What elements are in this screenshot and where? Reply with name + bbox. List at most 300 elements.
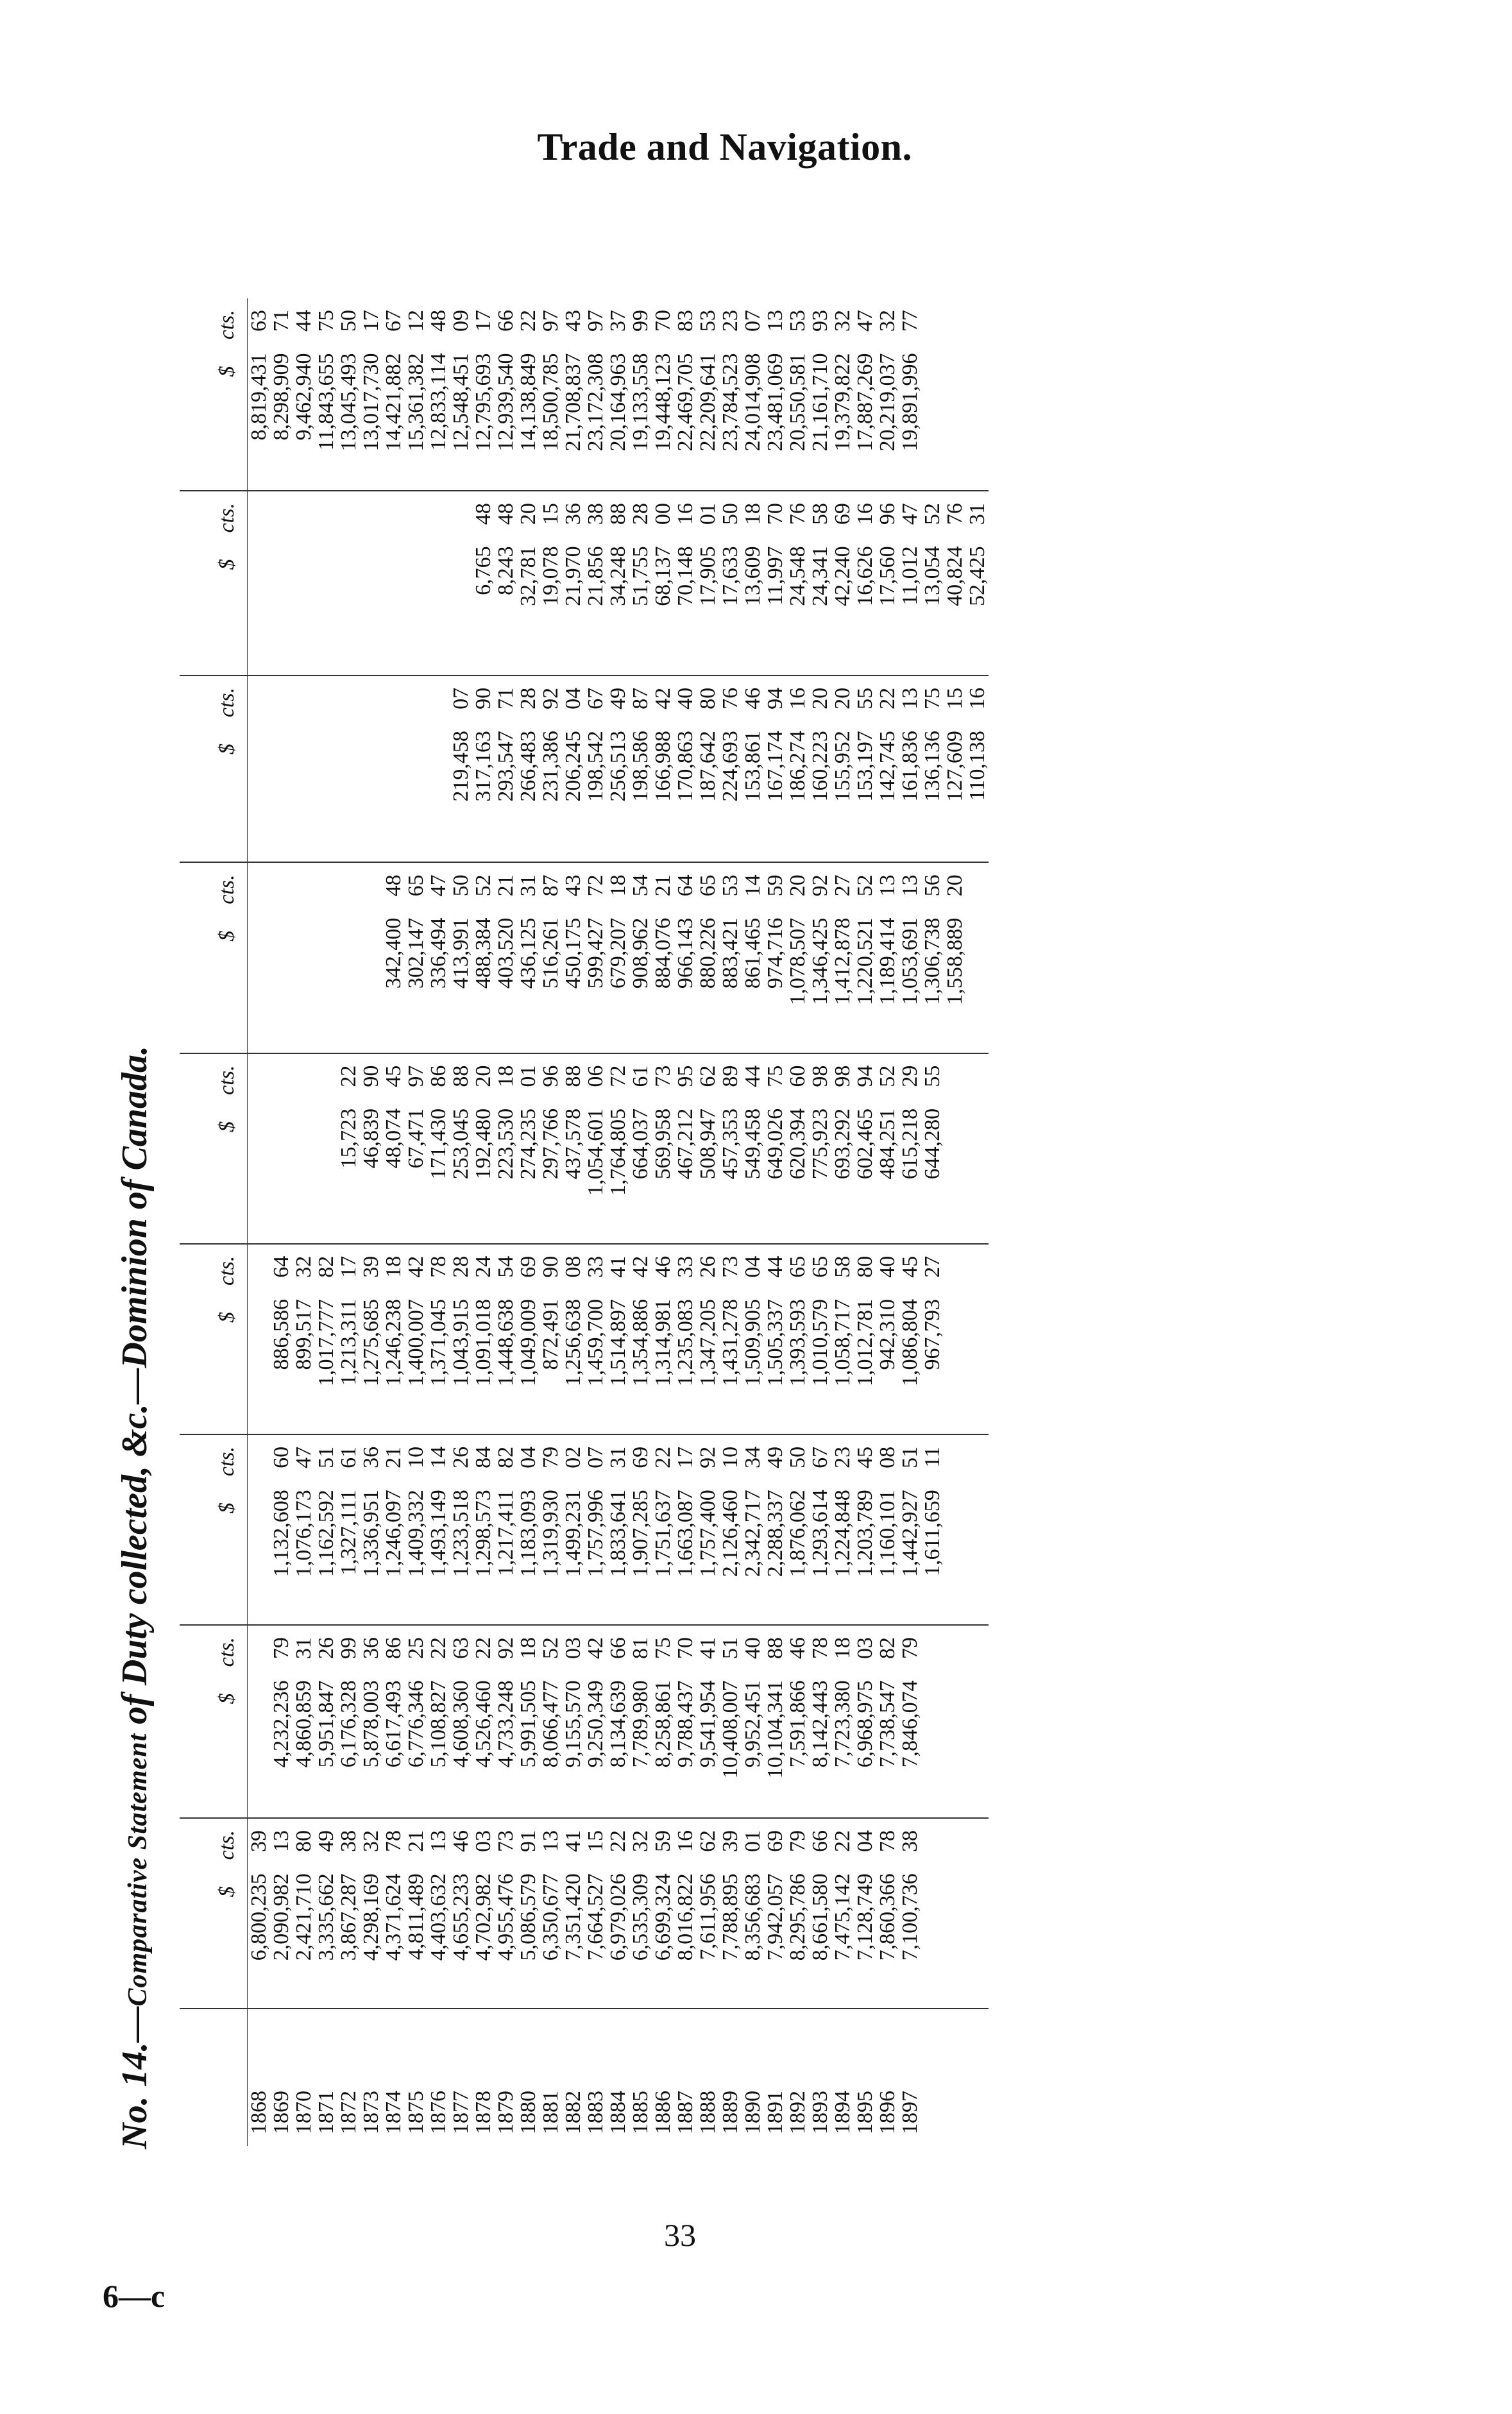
table-row <box>629 298 652 2146</box>
dollars-cell: 67,471 <box>405 1109 427 1244</box>
dollars-cell: 19,448,123 <box>652 353 674 491</box>
cents-cell <box>315 491 337 546</box>
dollars-cell: 599,427 <box>584 918 607 1053</box>
cents-cell: 78 <box>808 1637 832 1660</box>
table-row <box>607 298 629 2146</box>
cents-cell: 48 <box>427 310 450 332</box>
cents-cell: 62 <box>696 1065 720 1087</box>
dollars-cell: 693,292 <box>831 1109 854 1244</box>
dollars-cell: 9,462,940 <box>293 353 315 491</box>
cents-cell: 18 <box>516 1637 540 1660</box>
dollars-cell: 274,235 <box>517 1109 539 1244</box>
dollars-cell: 166,988 <box>652 731 674 862</box>
dollars-cell: 7,128,749 <box>854 1873 876 2009</box>
cents-cell: 50 <box>786 1446 810 1468</box>
cents-cell <box>337 491 360 546</box>
cents-cell: 51 <box>314 1446 338 1468</box>
cents-cell: 45 <box>853 1446 877 1468</box>
cents-cell: 21 <box>651 874 675 897</box>
dollars-cell: 1,751,637 <box>652 1490 674 1625</box>
cents-cell <box>293 862 315 917</box>
table-row <box>427 298 450 2146</box>
cents-cell: 52 <box>921 503 944 525</box>
cents-cell <box>966 862 989 917</box>
section-code: 6—c <box>103 2278 166 2314</box>
table-row <box>831 298 854 2146</box>
cents-cell <box>337 862 360 917</box>
cents-cell: 96 <box>539 1065 563 1087</box>
page-header-title: Trade and Navigation. <box>537 126 912 168</box>
cents-cell: 17 <box>359 310 383 332</box>
cents-cell: 04 <box>853 1830 877 1853</box>
cents-cell: 86 <box>427 1065 450 1087</box>
dollars-cell: 899,517 <box>293 1299 315 1434</box>
cents-cell: 59 <box>763 874 787 897</box>
cents-cell <box>293 491 315 546</box>
cents-cell: 22 <box>651 1446 675 1468</box>
dollars-cell: 68,137 <box>652 546 674 675</box>
dollars-cell: 4,403,632 <box>427 1873 450 2009</box>
dollars-cell: 1,412,878 <box>831 918 854 1053</box>
cents-cell: 11 <box>921 1446 944 1468</box>
dollars-cell <box>944 1490 966 1625</box>
dollars-cell: 4,860,859 <box>293 1680 315 1818</box>
cents-cell: 60 <box>269 1446 293 1468</box>
cents-cell: 20 <box>786 874 810 897</box>
cents-cell: 58 <box>808 503 832 525</box>
cents-cell: 39 <box>718 1830 742 1853</box>
cents-cell: 79 <box>898 1637 922 1660</box>
dollars-cell: 6,699,324 <box>652 1873 674 2009</box>
dollars-cell: 1,514,897 <box>607 1299 629 1434</box>
dollars-cell <box>966 1680 989 1818</box>
dollars-cell: 13,054 <box>921 546 944 675</box>
cents-cell: 17 <box>337 1255 361 1278</box>
dollars-cell: 40,824 <box>944 546 966 675</box>
cents-cell: 63 <box>449 1637 473 1660</box>
cents-cell: 53 <box>786 310 810 332</box>
cents-cell: 27 <box>921 1255 944 1278</box>
dollars-cell: 620,394 <box>786 1109 809 1244</box>
year-cell: 1871 <box>314 2091 338 2134</box>
cents-cell: 87 <box>629 687 652 710</box>
dollars-cell: 21,708,837 <box>562 353 584 491</box>
cents-cell: 65 <box>808 1255 832 1278</box>
dollars-cell: 15,361,382 <box>405 353 427 491</box>
cents-cell: 55 <box>853 687 877 710</box>
dollars-cell: 602,465 <box>854 1109 876 1244</box>
dollars-cell: 1,757,996 <box>584 1490 607 1625</box>
cents-cell: 18 <box>382 1255 405 1278</box>
dollars-cell: 297,766 <box>539 1109 562 1244</box>
cents-cell: 10 <box>404 1446 428 1468</box>
dollars-cell: 1,459,700 <box>584 1299 607 1434</box>
cents-cell: 88 <box>449 1065 473 1087</box>
table-row <box>517 298 539 2146</box>
cents-cell <box>921 1818 944 1873</box>
cents-cell: 52 <box>876 1065 899 1087</box>
dollars-cell: 1,314,981 <box>652 1299 674 1434</box>
dollars-cell: 615,218 <box>899 1109 921 1244</box>
dollars-cell: 12,833,114 <box>427 353 450 491</box>
table-row <box>786 298 809 2146</box>
dollars-cell <box>293 546 315 675</box>
cents-cell <box>270 491 293 546</box>
dollars-cell: 967,793 <box>921 1299 944 1434</box>
dollars-cell: 1,505,337 <box>764 1299 786 1434</box>
cents-cell: 46 <box>741 687 765 710</box>
table-row <box>742 298 764 2146</box>
cents-cell: 17 <box>674 1446 697 1468</box>
cents-cell: 82 <box>314 1255 338 1278</box>
cents-cell: 87 <box>539 874 563 897</box>
dollars-cell: 488,384 <box>472 918 495 1053</box>
cents-cell: 69 <box>763 1830 787 1853</box>
dollars-cell: 2,288,337 <box>764 1490 786 1625</box>
dollars-cell: 317,163 <box>472 731 495 862</box>
cents-cell: 27 <box>831 874 854 897</box>
cents-cell: 62 <box>696 1830 720 1853</box>
dollars-cell <box>337 731 360 862</box>
cents-cell: 98 <box>831 1065 854 1087</box>
dollars-cell: 4,955,476 <box>495 1873 517 2009</box>
dollars-cell: 219,458 <box>450 731 472 862</box>
year-cell: 1881 <box>539 2091 563 2134</box>
dollar-unit-header: $ <box>180 546 248 675</box>
cents-unit-header: cts. <box>180 1244 248 1299</box>
dollars-cell <box>382 731 405 862</box>
dollars-cell: 32,781 <box>517 546 539 675</box>
dollars-cell: 7,942,057 <box>764 1873 786 2009</box>
cents-cell: 28 <box>516 687 540 710</box>
cents-cell: 18 <box>741 503 765 525</box>
cents-cell: 76 <box>718 687 742 710</box>
cents-cell: 34 <box>741 1446 765 1468</box>
cents-cell: 47 <box>898 503 922 525</box>
cents-cell <box>944 1053 966 1109</box>
cents-cell: 75 <box>314 310 338 332</box>
cents-unit-header: cts. <box>180 1053 248 1109</box>
dollars-cell: 1,876,062 <box>786 1490 809 1625</box>
cents-cell: 92 <box>696 1446 720 1468</box>
cents-unit-header: cts. <box>180 1625 248 1680</box>
cents-cell: 08 <box>561 1255 585 1278</box>
dollars-cell <box>405 546 427 675</box>
cents-cell <box>921 298 944 353</box>
cents-cell: 15 <box>539 503 563 525</box>
cents-cell: 44 <box>741 1065 765 1087</box>
cents-cell: 04 <box>741 1255 765 1278</box>
table-row <box>472 298 495 2146</box>
cents-cell: 91 <box>516 1830 540 1853</box>
cents-cell: 26 <box>449 1446 473 1468</box>
dollars-cell: 2,342,717 <box>742 1490 764 1625</box>
cents-cell: 79 <box>269 1637 293 1660</box>
cents-cell: 80 <box>292 1830 316 1853</box>
table-row <box>674 298 697 2146</box>
cents-cell: 95 <box>674 1065 697 1087</box>
cents-cell: 38 <box>337 1830 361 1853</box>
dollars-cell: 1,217,411 <box>495 1490 517 1625</box>
dollars-cell: 4,733,248 <box>495 1680 517 1818</box>
cents-cell: 44 <box>763 1255 787 1278</box>
dollars-cell: 1,043,915 <box>450 1299 472 1434</box>
table-row <box>495 298 517 2146</box>
dollars-cell <box>921 1680 944 1818</box>
dollars-cell: 161,836 <box>899 731 921 862</box>
cents-cell: 13 <box>427 1830 450 1853</box>
dollar-unit-header: $ <box>180 1680 248 1818</box>
dollars-cell: 3,867,287 <box>337 1873 360 2009</box>
cents-cell <box>944 1818 966 1873</box>
dollars-cell: 1,246,097 <box>382 1490 405 1625</box>
dollars-cell: 1,053,691 <box>899 918 921 1053</box>
cents-cell <box>360 862 382 917</box>
dollars-cell <box>315 1109 337 1244</box>
table-row <box>652 298 674 2146</box>
dollars-cell: 974,716 <box>764 918 786 1053</box>
cents-cell: 15 <box>584 1830 607 1853</box>
dollars-cell: 23,481,069 <box>764 353 786 491</box>
dollars-cell <box>966 353 989 491</box>
dollars-cell: 11,843,655 <box>315 353 337 491</box>
dollars-cell: 1,162,592 <box>315 1490 337 1625</box>
dollars-cell: 1,371,045 <box>427 1299 450 1434</box>
cents-cell <box>966 1244 989 1299</box>
dollars-cell <box>248 1299 271 1434</box>
cents-cell <box>248 491 271 546</box>
cents-cell: 51 <box>718 1637 742 1660</box>
cents-cell: 22 <box>427 1637 450 1660</box>
dollars-cell <box>248 1109 271 1244</box>
cents-cell: 92 <box>808 874 832 897</box>
cents-cell: 13 <box>269 1830 293 1853</box>
dollars-cell: 224,693 <box>719 731 742 862</box>
year-header <box>180 2009 248 2146</box>
dollars-cell: 8,819,431 <box>248 353 271 491</box>
dollars-cell: 6,617,493 <box>382 1680 405 1818</box>
year-cell: 1877 <box>449 2091 473 2134</box>
dollars-cell: 9,155,570 <box>562 1680 584 1818</box>
cents-cell: 78 <box>427 1255 450 1278</box>
dollars-cell: 18,500,785 <box>539 353 562 491</box>
cents-cell <box>966 1434 989 1490</box>
cents-cell <box>944 1244 966 1299</box>
cents-cell <box>944 298 966 353</box>
dollars-cell: 6,176,328 <box>337 1680 360 1818</box>
dollars-cell: 1,293,614 <box>809 1490 831 1625</box>
dollars-cell: 16,626 <box>854 546 876 675</box>
dollars-cell: 19,891,996 <box>899 353 921 491</box>
cents-cell: 41 <box>696 1637 720 1660</box>
dollars-cell: 253,045 <box>450 1109 472 1244</box>
year-cell: 1884 <box>606 2091 630 2134</box>
dollars-cell: 1,233,518 <box>450 1490 472 1625</box>
cents-cell: 02 <box>561 1446 585 1468</box>
dollars-cell: 22,209,641 <box>697 353 719 491</box>
cents-cell: 22 <box>516 310 540 332</box>
cents-cell: 70 <box>651 310 675 332</box>
dollars-cell: 883,421 <box>719 918 742 1053</box>
cents-cell: 98 <box>808 1065 832 1087</box>
dollars-cell: 2,421,710 <box>293 1873 315 2009</box>
cents-cell: 92 <box>494 1637 518 1660</box>
dollars-cell: 170,863 <box>674 731 697 862</box>
dollars-cell: 1,256,638 <box>562 1299 584 1434</box>
dollars-cell: 516,261 <box>539 918 562 1053</box>
year-cell: 1889 <box>718 2091 742 2134</box>
year-cell: 1885 <box>629 2091 652 2134</box>
dollars-cell: 2,126,460 <box>719 1490 742 1625</box>
dollars-cell: 1,058,717 <box>831 1299 854 1434</box>
cents-unit-header: cts. <box>180 676 248 731</box>
dollars-cell: 664,037 <box>629 1109 652 1244</box>
cents-cell: 03 <box>853 1637 877 1660</box>
dollars-cell <box>944 1680 966 1818</box>
cents-unit-header: cts. <box>180 491 248 546</box>
cents-cell: 38 <box>898 1830 922 1853</box>
cents-cell: 46 <box>651 1255 675 1278</box>
table-row <box>854 298 876 2146</box>
year-cell: 1883 <box>584 2091 607 2134</box>
cents-cell <box>293 1053 315 1109</box>
cents-cell <box>405 676 427 731</box>
cents-cell: 66 <box>494 310 518 332</box>
dollars-cell: 70,148 <box>674 546 697 675</box>
cents-cell <box>270 862 293 917</box>
cents-cell: 88 <box>561 1065 585 1087</box>
cents-cell: 69 <box>831 503 854 525</box>
year-cell: 1897 <box>898 2091 922 2134</box>
dollars-cell: 549,458 <box>742 1109 764 1244</box>
rotated-table-region <box>103 250 1097 2175</box>
dollars-cell: 336,494 <box>427 918 450 1053</box>
dollars-cell <box>450 546 472 675</box>
dollars-cell: 14,421,882 <box>382 353 405 491</box>
cents-cell: 13 <box>763 310 787 332</box>
cents-cell: 40 <box>876 1255 899 1278</box>
dollars-cell: 1,306,738 <box>921 918 944 1053</box>
cents-cell: 75 <box>921 687 944 710</box>
cents-cell: 59 <box>651 1830 675 1853</box>
dollars-cell: 1,907,285 <box>629 1490 652 1625</box>
dollars-cell: 5,991,505 <box>517 1680 539 1818</box>
dollars-cell: 192,480 <box>472 1109 495 1244</box>
dollars-cell: 8,016,822 <box>674 1873 697 2009</box>
cents-cell: 47 <box>292 1446 316 1468</box>
dollars-cell: 4,702,982 <box>472 1873 495 2009</box>
cents-cell: 90 <box>359 1065 383 1087</box>
cents-cell: 86 <box>382 1637 405 1660</box>
cents-cell: 94 <box>853 1065 877 1087</box>
dollars-cell <box>270 1109 293 1244</box>
dollars-cell <box>966 1490 989 1625</box>
duty-statement-table <box>180 298 989 2146</box>
dollar-unit-header: $ <box>180 353 248 491</box>
dollars-cell: 1,346,425 <box>809 918 831 1053</box>
cents-cell: 73 <box>718 1255 742 1278</box>
year-cell: 1876 <box>427 2091 450 2134</box>
dollars-cell <box>966 1299 989 1434</box>
table-row <box>921 298 944 2146</box>
dollars-cell: 7,591,866 <box>786 1680 809 1818</box>
table-row <box>966 298 989 2146</box>
table-row <box>899 298 921 2146</box>
dollars-cell: 2,090,982 <box>270 1873 293 2009</box>
dollars-cell: 8,243 <box>495 546 517 675</box>
dollars-cell: 886,586 <box>270 1299 293 1434</box>
cents-cell: 70 <box>674 1637 697 1660</box>
cents-cell: 89 <box>718 1065 742 1087</box>
cents-cell: 24 <box>471 1255 495 1278</box>
cents-cell: 58 <box>831 1255 854 1278</box>
cents-cell: 16 <box>674 1830 697 1853</box>
cents-cell: 46 <box>786 1637 810 1660</box>
dollars-cell: 1,757,400 <box>697 1490 719 1625</box>
cents-cell: 09 <box>449 310 473 332</box>
table-title-caps: Comparative Statement <box>123 1733 153 2007</box>
dollars-cell <box>966 1873 989 2009</box>
cents-cell: 32 <box>831 310 854 332</box>
cents-cell: 61 <box>629 1065 652 1087</box>
cents-cell: 22 <box>471 1637 495 1660</box>
cents-cell: 40 <box>741 1637 765 1660</box>
table-row <box>539 298 562 2146</box>
dollars-cell: 7,611,956 <box>697 1873 719 2009</box>
dollars-cell <box>966 1109 989 1244</box>
cents-cell: 64 <box>674 874 697 897</box>
dollars-cell: 20,550,581 <box>786 353 809 491</box>
cents-cell: 75 <box>651 1637 675 1660</box>
year-cell: 1896 <box>876 2091 899 2134</box>
dollars-cell: 1,509,905 <box>742 1299 764 1434</box>
cents-cell: 14 <box>741 874 765 897</box>
dollars-cell: 467,212 <box>674 1109 697 1244</box>
dollars-cell: 861,465 <box>742 918 764 1053</box>
table-row <box>764 298 786 2146</box>
cents-cell: 94 <box>763 687 787 710</box>
dollars-cell <box>360 546 382 675</box>
year-cell: 1870 <box>292 2091 316 2134</box>
cents-cell: 50 <box>449 874 473 897</box>
dollars-cell: 1,189,414 <box>876 918 899 1053</box>
dollars-cell: 20,219,037 <box>876 353 899 491</box>
dollars-cell: 42,240 <box>831 546 854 675</box>
dollars-cell: 7,351,420 <box>562 1873 584 2009</box>
cents-cell: 92 <box>539 687 563 710</box>
cents-unit-header: cts. <box>180 1434 248 1490</box>
dollars-cell: 9,788,437 <box>674 1680 697 1818</box>
dollars-cell: 256,513 <box>607 731 629 862</box>
cents-cell: 67 <box>584 687 607 710</box>
dollars-cell: 266,483 <box>517 731 539 862</box>
dollars-cell <box>360 918 382 1053</box>
dollars-cell: 7,100,736 <box>899 1873 921 2009</box>
year-cell <box>966 2009 989 2146</box>
cents-cell: 65 <box>404 874 428 897</box>
cents-cell: 77 <box>898 310 922 332</box>
cents-cell: 83 <box>674 310 697 332</box>
cents-cell: 41 <box>606 1255 630 1278</box>
cents-cell: 32 <box>629 1830 652 1853</box>
cents-cell <box>360 491 382 546</box>
cents-cell <box>405 491 427 546</box>
cents-cell: 50 <box>718 503 742 525</box>
year-cell: 1886 <box>651 2091 675 2134</box>
cents-cell <box>270 1053 293 1109</box>
dollars-cell: 9,541,954 <box>697 1680 719 1818</box>
dollars-cell: 7,860,366 <box>876 1873 899 2009</box>
